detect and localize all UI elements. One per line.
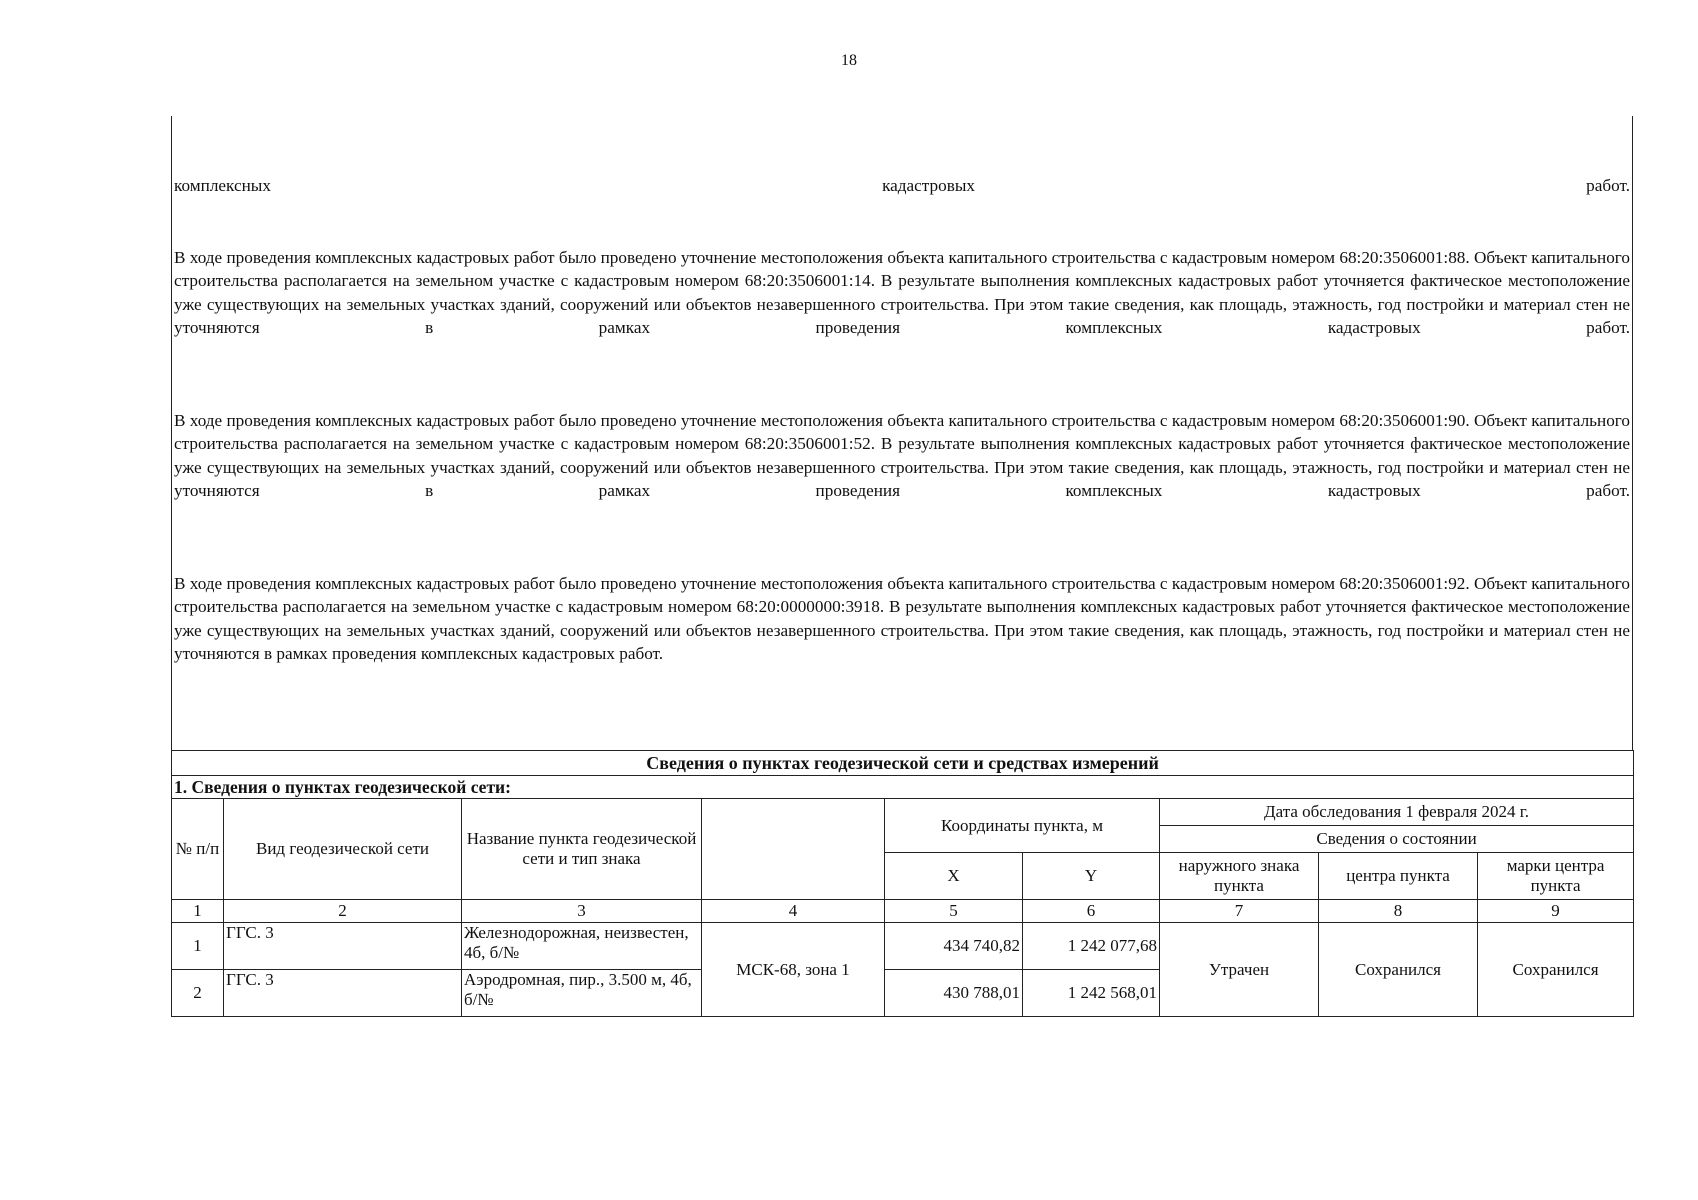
- column-number: 5: [885, 900, 1023, 923]
- table-row: [172, 923, 1634, 970]
- paragraph-3: В ходе проведения комплексных кадастровых работ было проведено уточнение местоположения объекта капитального строительства с кадастровым номером 68:20:3506001:92. Объект капитального строительства располагается на земельном участке с кадастровым номером 68:20:0000000:3918. В результате выполнения комплексных кадастровых работ уточняется фактическое местоположение уже существующих на земельных участках зданий, сооружений или объектов незавершенного строительства. При этом такие сведения, как площадь, этажность, год постройки и материал стен не уточняются в рамках проведения комплексных кадастровых работ.: [174, 574, 1630, 664]
- column-number: 1: [172, 900, 224, 923]
- row-network-type: ГГС. 3: [224, 923, 462, 970]
- text-frame: [171, 116, 1633, 751]
- column-number: 7: [1160, 900, 1319, 923]
- row-y: 1 242 568,01: [1023, 970, 1160, 1017]
- row-num: 1: [172, 923, 224, 970]
- row-point-name: Железнодорожная, неизвестен, 4б, б/№: [462, 923, 702, 970]
- row-y: 1 242 077,68: [1023, 923, 1160, 970]
- column-number: 4: [702, 900, 885, 923]
- paragraph-1: В ходе проведения комплексных кадастровых работ было проведено уточнение местоположения объекта капитального строительства с кадастровым номером 68:20:3506001:88. Объект капитального строительства располагается на земельном участке с кадастровым номером 68:20:3506001:14. В результате выполнения комплексных кадастровых работ уточняется фактическое местоположение уже существующих на земельных участках зданий, сооружений или объектов незавершенного строительства. При этом такие сведения, как площадь, этажность, год постройки и материал стен не уточняются в рамках проведения комплексных кадастровых работ.: [174, 248, 1630, 338]
- header-coords: Координаты пункта, м: [885, 799, 1160, 853]
- header-num: № п/п: [172, 799, 224, 900]
- header-point-name: Название пункта геодезической сети и тип знака: [462, 799, 702, 900]
- coord-system-cell: МСК-68, зона 1: [702, 923, 885, 1017]
- header-network-type: Вид геодезической сети: [224, 799, 462, 900]
- row-network-type: ГГС. 3: [224, 970, 462, 1017]
- table-title: Сведения о пунктах геодезической сети и средствах измерений: [172, 751, 1634, 776]
- header-y: Y: [1023, 853, 1160, 900]
- header-outer-sign: наружного знака пункта: [1160, 853, 1319, 900]
- row-num: 2: [172, 970, 224, 1017]
- page-number: 18: [841, 52, 857, 69]
- column-number: 6: [1023, 900, 1160, 923]
- header-x: X: [885, 853, 1023, 900]
- header-center: центра пункта: [1319, 853, 1478, 900]
- geodetic-table: [171, 750, 1634, 1017]
- center-mark-state: Сохранился: [1478, 923, 1634, 1017]
- header-state: Сведения о состоянии: [1160, 826, 1634, 853]
- header-survey-date: Дата обследования 1 февраля 2024 г.: [1160, 799, 1634, 826]
- column-number: 8: [1319, 900, 1478, 923]
- header-coord-system: [702, 799, 885, 900]
- row-x: 430 788,01: [885, 970, 1023, 1017]
- column-number: 2: [224, 900, 462, 923]
- paragraph-tail: комплексных кадастровых работ.: [174, 176, 1630, 195]
- row-x: 434 740,82: [885, 923, 1023, 970]
- header-center-mark: марки центра пункта: [1478, 853, 1634, 900]
- column-number: 9: [1478, 900, 1634, 923]
- center-state: Сохранился: [1319, 923, 1478, 1017]
- column-number: 3: [462, 900, 702, 923]
- outer-sign-state: Утрачен: [1160, 923, 1319, 1017]
- row-point-name: Аэродромная, пир., 3.500 м, 4б, б/№: [462, 970, 702, 1017]
- paragraph-2: В ходе проведения комплексных кадастровых работ было проведено уточнение местоположения объекта капитального строительства с кадастровым номером 68:20:3506001:90. Объект капитального строительства располагается на земельном участке с кадастровым номером 68:20:3506001:52. В результате выполнения комплексных кадастровых работ уточняется фактическое местоположение уже существующих на земельных участках зданий, сооружений или объектов незавершенного строительства. При этом такие сведения, как площадь, этажность, год постройки и материал стен не уточняются в рамках проведения комплексных кадастровых работ.: [174, 411, 1630, 501]
- section-heading: 1. Сведения о пунктах геодезической сети:: [172, 776, 1634, 799]
